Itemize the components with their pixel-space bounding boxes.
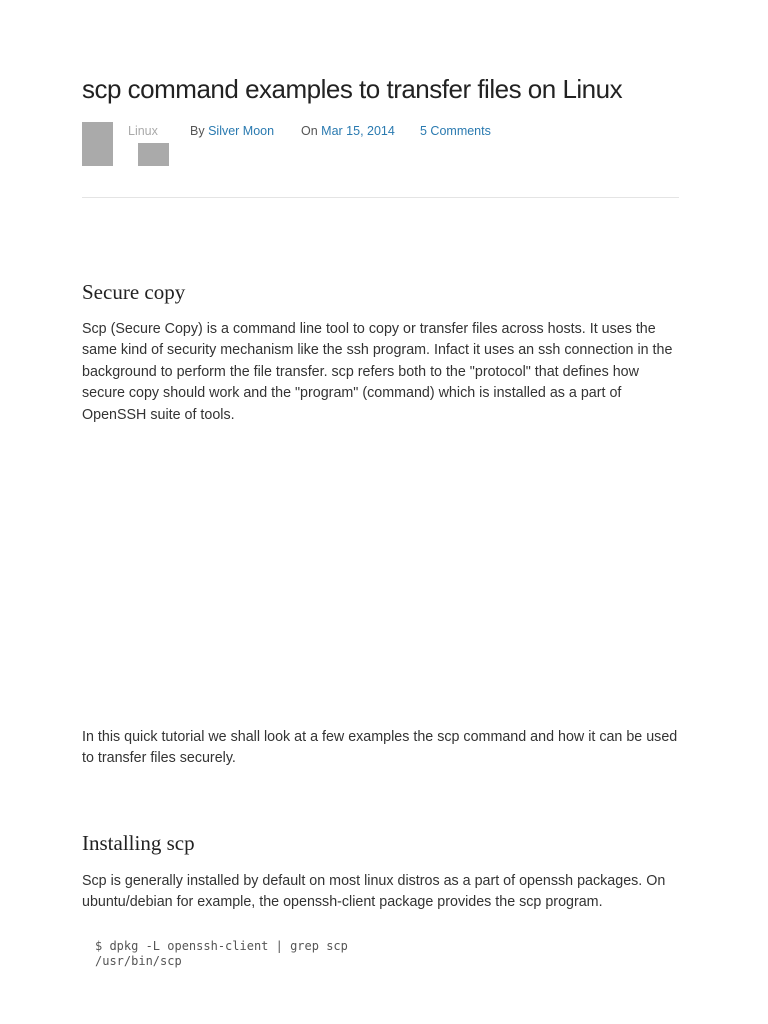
date-link[interactable]: Mar 15, 2014 <box>321 124 395 138</box>
intro-paragraph: Scp (Secure Copy) is a command line tool to copy or transfer files across hosts. It uses the same kind of security mechanism like the ssh program. Infact it uses an ssh connection in the background to perform the file transfer. scp refers both to the "protocol" that defines how secure copy should work and the "program" (command) which is installed as a part of OpenSSH suite of tools. <box>82 321 673 423</box>
comments-link[interactable]: 5 Comments <box>420 124 491 138</box>
section-heading-installing-scp: Installing scp <box>82 831 195 855</box>
author-avatar[interactable] <box>138 143 169 166</box>
page-title: scp command examples to transfer files on Linux <box>82 74 623 104</box>
installing-paragraph: Scp is generally installed by default on most linux distros as a part of openssh packages. On ubuntu/debian for example, the openssh-client package provides the scp program. <box>82 873 666 911</box>
post-date <box>301 124 395 138</box>
category-thumbnail[interactable] <box>82 122 113 166</box>
section-heading-secure-copy: Secure copy <box>82 280 186 304</box>
category-link[interactable]: Linux <box>128 124 158 138</box>
by-label: By <box>190 124 205 138</box>
post-meta <box>82 120 682 170</box>
author-link[interactable]: Silver Moon <box>208 124 275 138</box>
on-label: On <box>301 124 318 138</box>
code-block[interactable]: $ dpkg -L openssh-client | grep scp /usr/bin/scp <box>95 939 348 968</box>
header-divider <box>82 197 679 198</box>
tutorial-paragraph: In this quick tutorial we shall look at a few examples the scp command and how it can be used to transfer files securely. <box>82 729 678 767</box>
author-byline <box>190 124 274 138</box>
